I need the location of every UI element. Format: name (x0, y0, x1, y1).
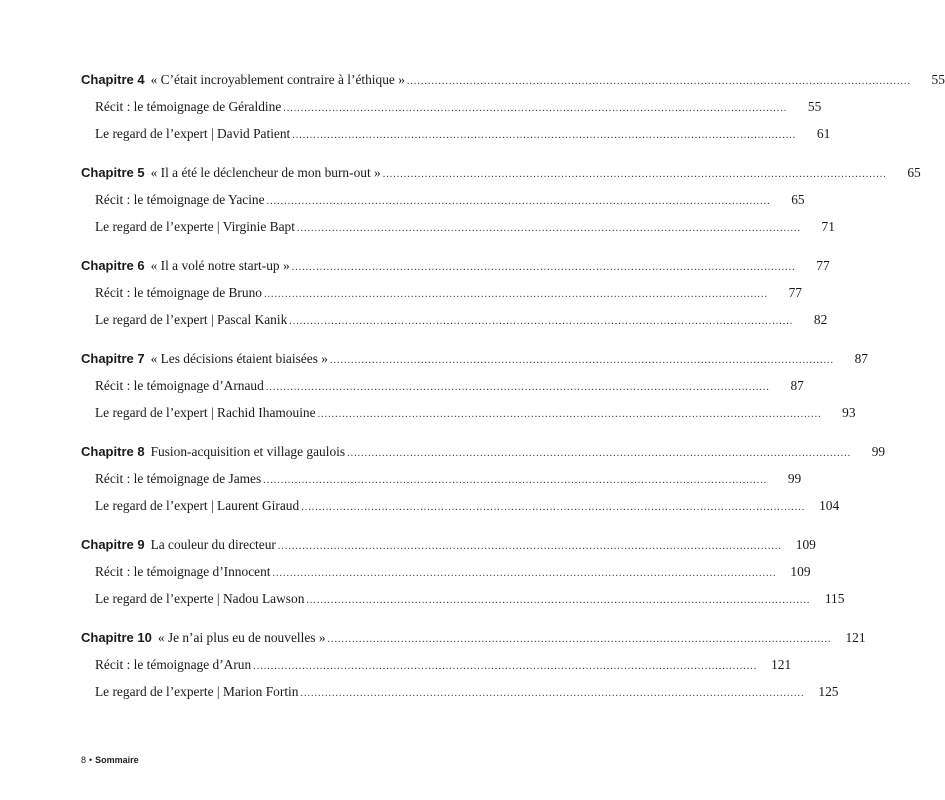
page-number: 55 (931, 72, 945, 87)
chapter-label: Chapitre 10 (81, 630, 152, 645)
toc-entry[interactable] (81, 120, 831, 147)
chapter-label: Chapitre 7 (81, 351, 145, 366)
entry-title: Récit : le témoignage de Yacine (95, 192, 265, 207)
chapter-label: Chapitre 8 (81, 444, 145, 459)
entry-title: Le regard de l’expert | Rachid Ihamouine (95, 405, 316, 420)
chapter-heading[interactable] (81, 66, 945, 93)
page-number: 65 (907, 165, 921, 180)
chapter-label: Chapitre 6 (81, 258, 145, 273)
table-of-contents (81, 66, 945, 717)
page-number: 55 (807, 99, 822, 114)
page-number: 109 (790, 564, 811, 579)
footer-separator: • (89, 755, 93, 765)
toc-entry[interactable] (81, 279, 802, 306)
chapter-heading[interactable] (81, 438, 886, 465)
page-number: 99 (787, 471, 802, 486)
chapter-heading[interactable] (81, 624, 866, 651)
chapter-title: « Je n’ai plus eu de nouvelles » (157, 630, 326, 645)
toc-entry[interactable] (81, 306, 828, 333)
dot-leader (301, 494, 805, 521)
dot-leader (407, 68, 911, 95)
page-number: 87 (790, 378, 804, 393)
page-number: 104 (819, 498, 840, 513)
chapter-block (81, 438, 886, 519)
toc-entry[interactable] (81, 186, 805, 213)
dot-leader (253, 653, 757, 680)
entry-title: Le regard de l’experte | Nadou Lawson (95, 591, 305, 606)
page-number: 82 (813, 312, 828, 327)
dot-leader (278, 533, 782, 560)
entry-title: Récit : le témoignage de Géraldine (95, 99, 282, 114)
toc-entry[interactable] (81, 678, 839, 705)
dot-leader (347, 440, 851, 467)
dot-leader (267, 188, 771, 215)
toc-entry[interactable] (81, 585, 845, 612)
dot-leader (266, 374, 770, 401)
page-number: 109 (795, 537, 816, 552)
toc-entry[interactable] (81, 465, 802, 492)
entry-title: Récit : le témoignage d’Arnaud (95, 378, 264, 393)
entry-title: Le regard de l’experte | Virginie Bapt (95, 219, 295, 234)
dot-leader (273, 560, 777, 587)
entry-title: Le regard de l’expert | Laurent Giraud (95, 498, 300, 513)
page-number: 93 (842, 405, 856, 420)
page-number: 121 (845, 630, 866, 645)
entry-title: Récit : le témoignage d’Arun (95, 657, 252, 672)
page-number: 115 (824, 591, 845, 606)
page-footer (81, 755, 139, 765)
page-number: 77 (788, 285, 802, 300)
page-number: 71 (821, 219, 835, 234)
entry-title: Le regard de l’expert | Pascal Kanik (95, 312, 288, 327)
chapter-heading[interactable] (81, 252, 830, 279)
footer-page-number: 8 (81, 755, 87, 765)
dot-leader (283, 95, 787, 122)
chapter-title: « Il a volé notre start-up » (150, 258, 290, 273)
dot-leader (330, 347, 834, 374)
chapter-heading[interactable] (81, 531, 816, 558)
chapter-block (81, 66, 945, 147)
toc-entry[interactable] (81, 93, 822, 120)
dot-leader (289, 308, 793, 335)
toc-entry[interactable] (81, 372, 804, 399)
chapter-heading[interactable] (81, 159, 921, 186)
entry-title: Le regard de l’experte | Marion Fortin (95, 684, 299, 699)
chapter-title: Fusion-acquisition et village gaulois (150, 444, 346, 459)
toc-entry[interactable] (81, 399, 856, 426)
dot-leader (300, 680, 804, 707)
toc-entry[interactable] (81, 651, 792, 678)
entry-title: Le regard de l’expert | David Patient (95, 126, 291, 141)
entry-title: Récit : le témoignage de James (95, 471, 262, 486)
chapter-label: Chapitre 4 (81, 72, 145, 87)
toc-entry[interactable] (81, 558, 811, 585)
toc-entry[interactable] (81, 213, 835, 240)
chapter-title: « Il a été le déclencheur de mon burn-out » (150, 165, 381, 180)
page-number: 121 (771, 657, 792, 672)
dot-leader (292, 254, 796, 281)
page-number: 125 (818, 684, 839, 699)
dot-leader (328, 626, 832, 653)
chapter-block (81, 345, 868, 426)
page-number: 87 (854, 351, 868, 366)
toc-entry[interactable] (81, 492, 840, 519)
chapter-block (81, 159, 921, 240)
page-number: 77 (816, 258, 830, 273)
chapter-title: La couleur du directeur (150, 537, 276, 552)
chapter-label: Chapitre 5 (81, 165, 145, 180)
dot-leader (383, 161, 887, 188)
chapter-block (81, 252, 830, 333)
dot-leader (264, 281, 768, 308)
entry-title: Récit : le témoignage d’Innocent (95, 564, 271, 579)
dot-leader (306, 587, 810, 614)
dot-leader (297, 215, 801, 242)
chapter-label: Chapitre 9 (81, 537, 145, 552)
chapter-title: « Les décisions étaient biaisées » (150, 351, 328, 366)
dot-leader (318, 401, 822, 428)
chapter-block (81, 624, 866, 705)
footer-section-label: Sommaire (95, 755, 139, 765)
entry-title: Récit : le témoignage de Bruno (95, 285, 262, 300)
page-number: 65 (791, 192, 805, 207)
page-number: 99 (871, 444, 886, 459)
page-number: 61 (816, 126, 831, 141)
dot-leader (292, 122, 796, 149)
chapter-block (81, 531, 845, 612)
chapter-heading[interactable] (81, 345, 868, 372)
dot-leader (263, 467, 767, 494)
chapter-title: « C’était incroyablement contraire à l’éthique » (150, 72, 405, 87)
